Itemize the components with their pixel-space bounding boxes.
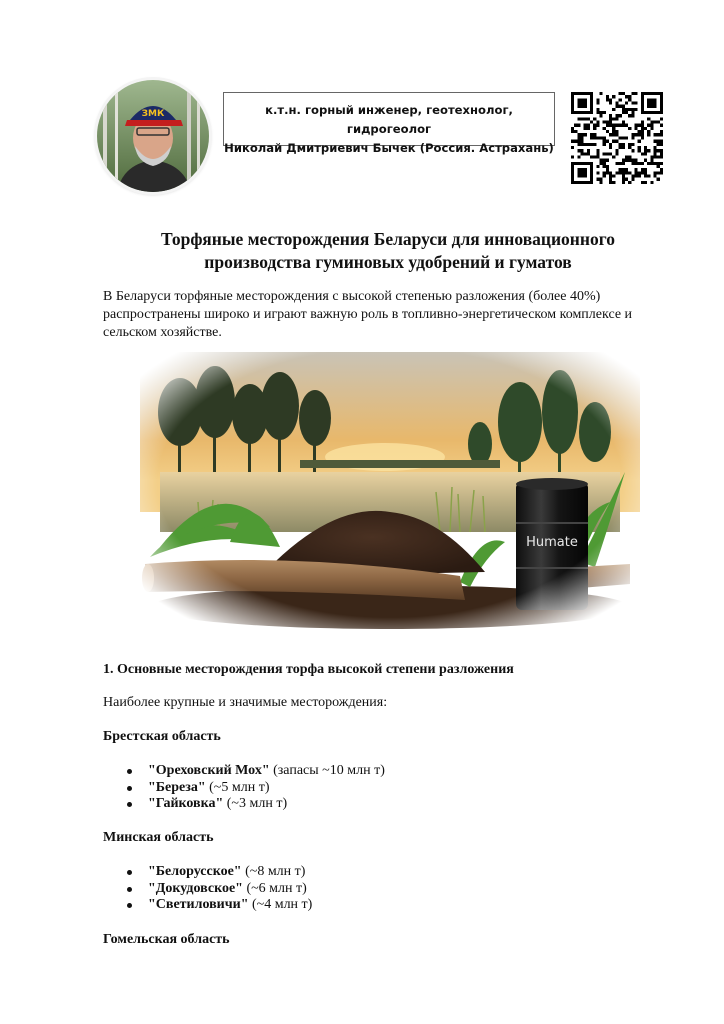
deposit-note: (~8 млн т) [241,864,306,879]
region-heading-gomel: Гомельская область [103,932,230,947]
deposit-name: "Ореховский Мох" [148,763,270,778]
deposit-name: "Белорусское" [148,864,242,879]
section-lead: Наиболее крупные и значимые месторождения: [103,695,388,710]
list-item [103,881,312,898]
section-heading: 1. Основные месторождения торфа высокой степени разложения [103,662,514,677]
qr-code[interactable] [571,92,663,184]
list-item [103,780,385,797]
author-credentials: к.т.н. горный инженер, геотехнолог, гидрогеолог [265,103,513,136]
list-item [103,796,385,813]
author-info-box [223,92,555,155]
title-line-2: производства гуминовых удобрений и гуматов [204,252,572,272]
list-item [103,763,385,780]
peat-illustration [140,352,640,642]
region-heading-minsk: Минская область [103,830,214,845]
svg-text:ЗМК: ЗМК [141,109,165,119]
deposit-note: (~3 млн т) [223,796,288,811]
list-item [103,897,312,914]
list-item [103,864,312,881]
deposit-name: "Светиловичи" [148,897,249,912]
deposit-list-brest [103,763,385,813]
deposit-name: "Береза" [148,779,206,795]
document-title [100,228,676,274]
intro-paragraph: В Беларуси торфяные месторождения с высокой степенью разложения (более 40%) распространены широко и играют важную роль в топливно-энергетическом комплексе и сельском хозяйстве. [103,289,633,340]
region-heading-brest: Брестская область [103,729,221,744]
author-photo [97,80,209,192]
deposit-note: (~5 млн т) [205,779,270,795]
deposit-list-minsk [103,864,312,914]
deposit-note: (~6 млн т) [242,880,307,896]
deposit-name: "Гайковка" [148,796,224,811]
deposit-name: "Докудовское" [148,880,243,896]
title-line-1: Торфяные месторождения Беларуси для инновационного [161,229,615,249]
author-name: Николай Дмитриевич Бычек (Россия. Астрахань) [224,141,554,155]
deposit-note: (запасы ~10 млн т) [269,763,385,778]
deposit-note: (~4 млн т) [248,897,313,912]
